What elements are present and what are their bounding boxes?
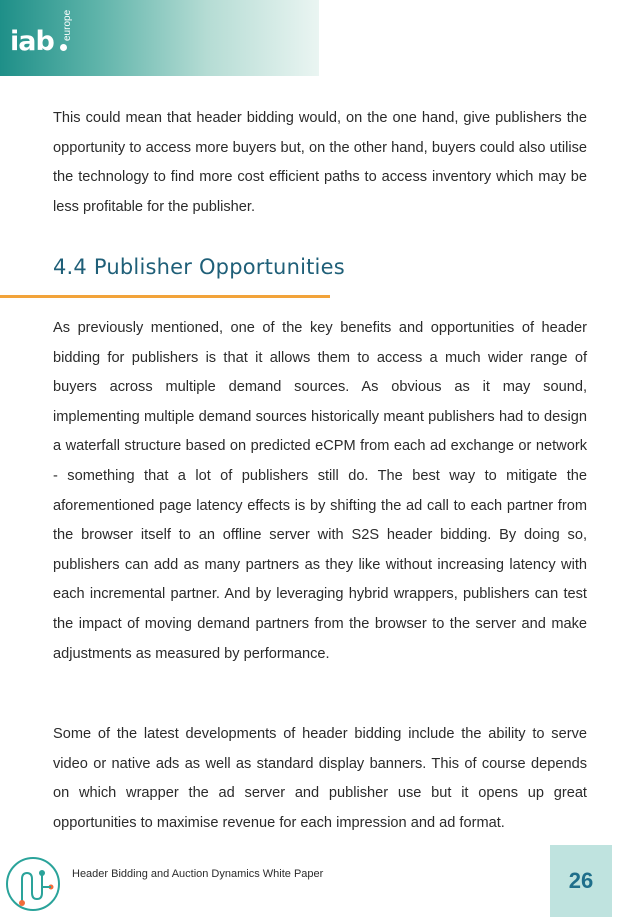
page-number: 26 (568, 868, 594, 893)
heading-underline (0, 295, 330, 298)
paragraph-developments: Some of the latest developments of header bidding include the ability to serve video or native ads as well as standard display banners. This of course depends on which wrapper the ad server and publisher use but it opens up great opportunities to maximise revenue for each impression and ad format. (53, 726, 587, 831)
circuit-circle-icon (4, 853, 62, 915)
paragraph-benefits: As previously mentioned, one of the key benefits and opportunities of header bidding for publishers is that it allows them to access a much wider range of buyers across multiple demand sources. As obvious as it may sound, implementing multiple demand sources historically meant publishers had to design a waterfall structure based on predicted eCPM from each ad exchange or network - something that a lot of publishers still do. The best way to mitigate the aforementioned page latency effects is by shifting the ad call to each partner from the browser itself to an offline server with S2S header bidding. By doing so, publishers can add as many partners as they like without increasing latency with each incremental partner. And by leveraging hybrid wrappers, publishers can test the impact of moving demand partners from the browser to the server and make adjustments as measured by performance. (53, 320, 587, 662)
footer-title: Header Bidding and Auction Dynamics White Paper (72, 868, 324, 880)
header-band (0, 0, 319, 76)
paragraph-intro: This could mean that header bidding would, on the one hand, give publishers the opportunity to access more buyers but, on the other hand, buyers could also utilise the technology to find more cost efficient paths to access inventory which may be less profitable for the publisher. (53, 110, 587, 215)
iab-europe-logo (10, 9, 80, 64)
section-heading: 4.4 Publisher Opportunities (53, 255, 345, 279)
logo-sub-text: europe (62, 9, 73, 41)
logo-dot (60, 44, 67, 51)
page-number-box (550, 845, 612, 917)
logo-brand-text: iab (10, 26, 54, 57)
